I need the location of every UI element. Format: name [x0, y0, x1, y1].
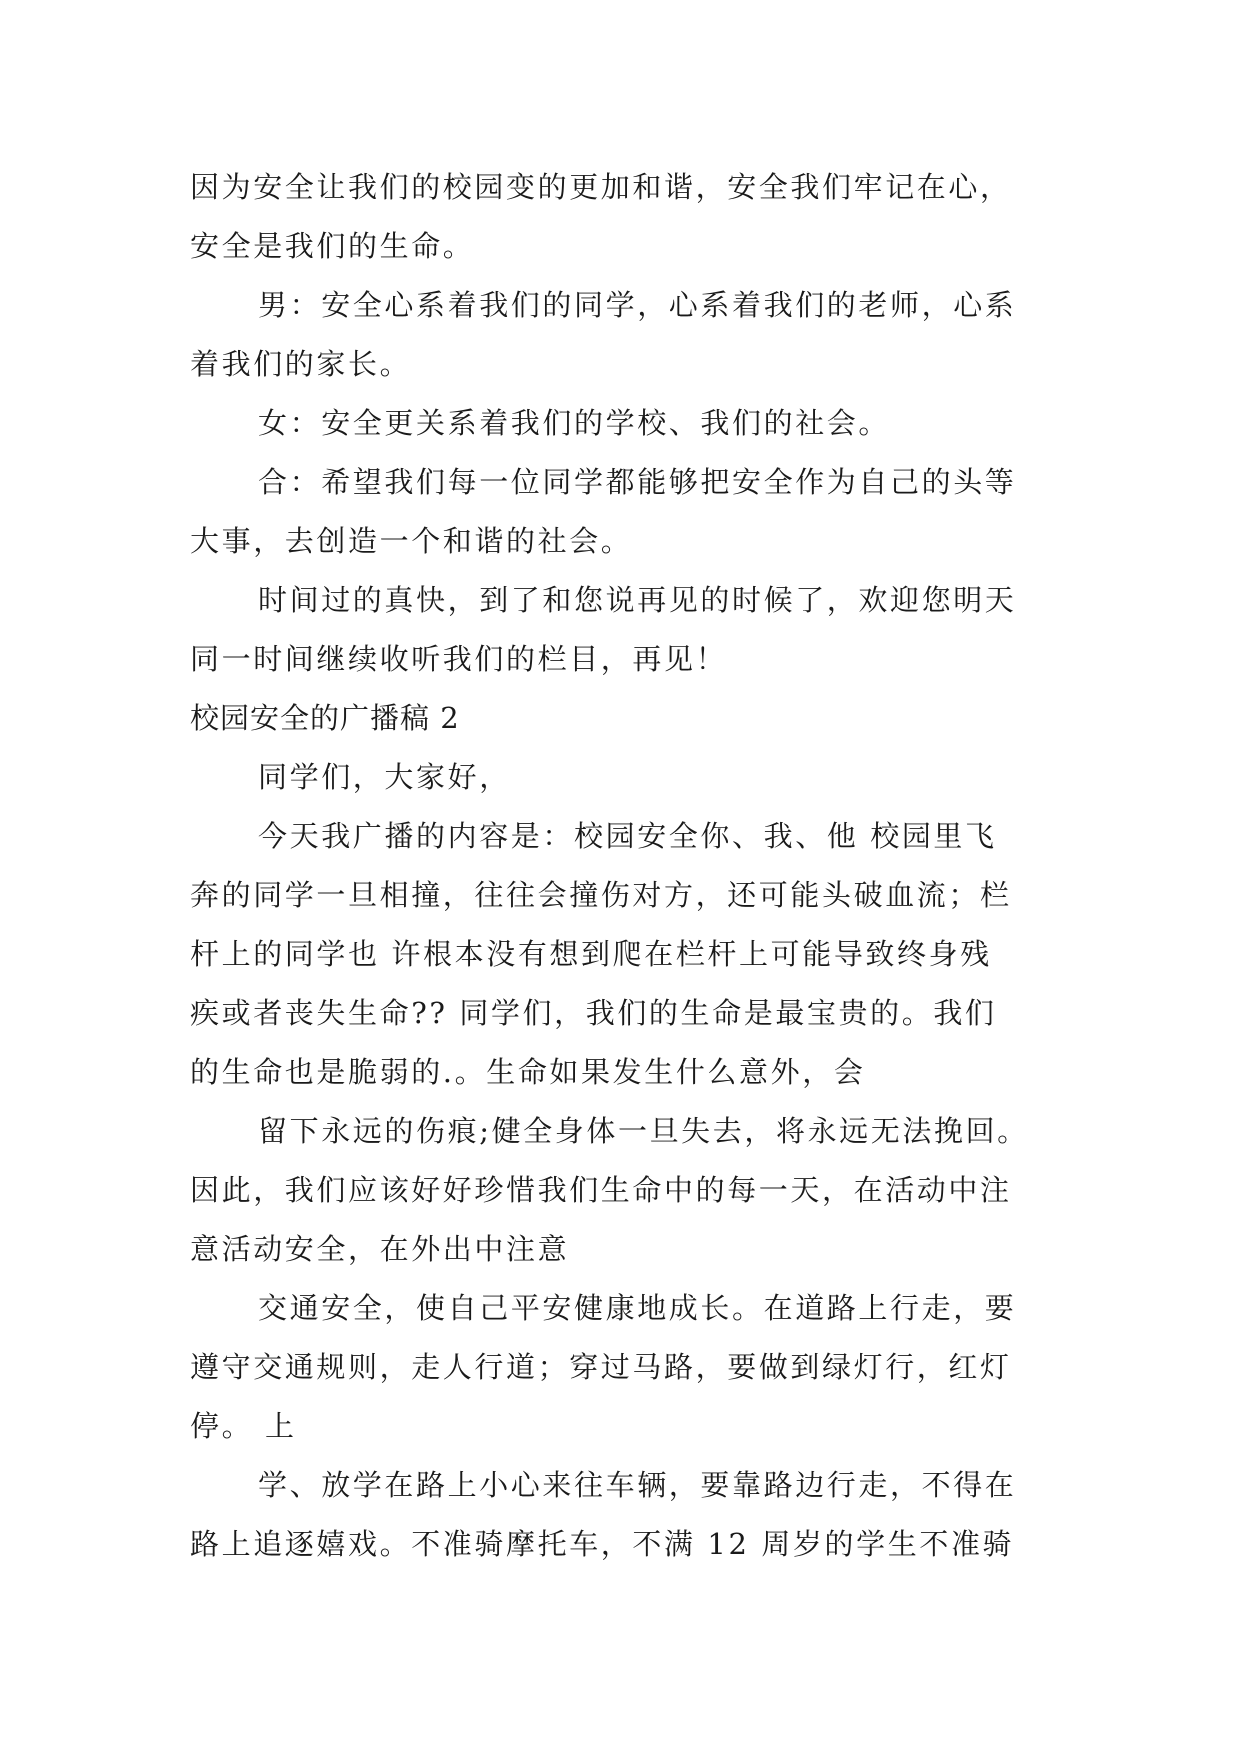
text-line: 交通安全，使自己平安健康地成长。在道路上行走，要 [258, 1291, 1017, 1325]
text-line: 杆上的同学也 许根本没有想到爬在栏杆上可能导致终身残 [190, 937, 992, 971]
text-line: 的生命也是脆弱的.。生命如果发生什么意外，会 [190, 1055, 866, 1089]
text-line: 因为安全让我们的校园变的更加和谐，安全我们牢记在心， [190, 170, 1012, 204]
text-line: 大事，去创造一个和谐的社会。 [190, 524, 633, 558]
text-line: 遵守交通规则，走人行道；穿过马路，要做到绿灯行，红灯 [190, 1350, 1012, 1384]
section-title: 校园安全的广播稿 2 [190, 701, 460, 735]
text-line: 路上追逐嬉戏。不准骑摩托车，不满 12 周岁的学生不准骑 [190, 1527, 1015, 1561]
document-page [190, 158, 1056, 1574]
text-line: 同学们，大家好， [258, 760, 511, 794]
text-line: 意活动安全，在外出中注意 [190, 1232, 570, 1266]
text-line: 今天我广播的内容是：校园安全你、我、他 校园里飞 [258, 819, 997, 853]
text-line: 学、放学在路上小心来往车辆，要靠路边行走，不得在 [258, 1468, 1017, 1502]
text-line: 同一时间继续收听我们的栏目，再见！ [190, 642, 728, 676]
text-line: 合：希望我们每一位同学都能够把安全作为自己的头等 [258, 465, 1017, 499]
text-line: 女：安全更关系着我们的学校、我们的社会。 [258, 406, 891, 440]
text-line: 男：安全心系着我们的同学，心系着我们的老师，心系 [258, 288, 1017, 322]
text-line: 停。 上 [190, 1409, 297, 1443]
text-line: 着我们的家长。 [190, 347, 412, 381]
text-line: 时间过的真快，到了和您说再见的时候了，欢迎您明天 [258, 583, 1017, 617]
text-line: 疾或者丧失生命?? 同学们，我们的生命是最宝贵的。我们 [190, 996, 997, 1030]
text-line: 因此，我们应该好好珍惜我们生命中的每一天，在活动中注 [190, 1173, 1012, 1207]
text-line: 安全是我们的生命。 [190, 229, 475, 263]
text-line: 奔的同学一旦相撞，往往会撞伤对方，还可能头破血流；栏 [190, 878, 1012, 912]
text-line: 留下永远的伤痕;健全身体一旦失去，将永远无法挽回。 [258, 1114, 1029, 1148]
